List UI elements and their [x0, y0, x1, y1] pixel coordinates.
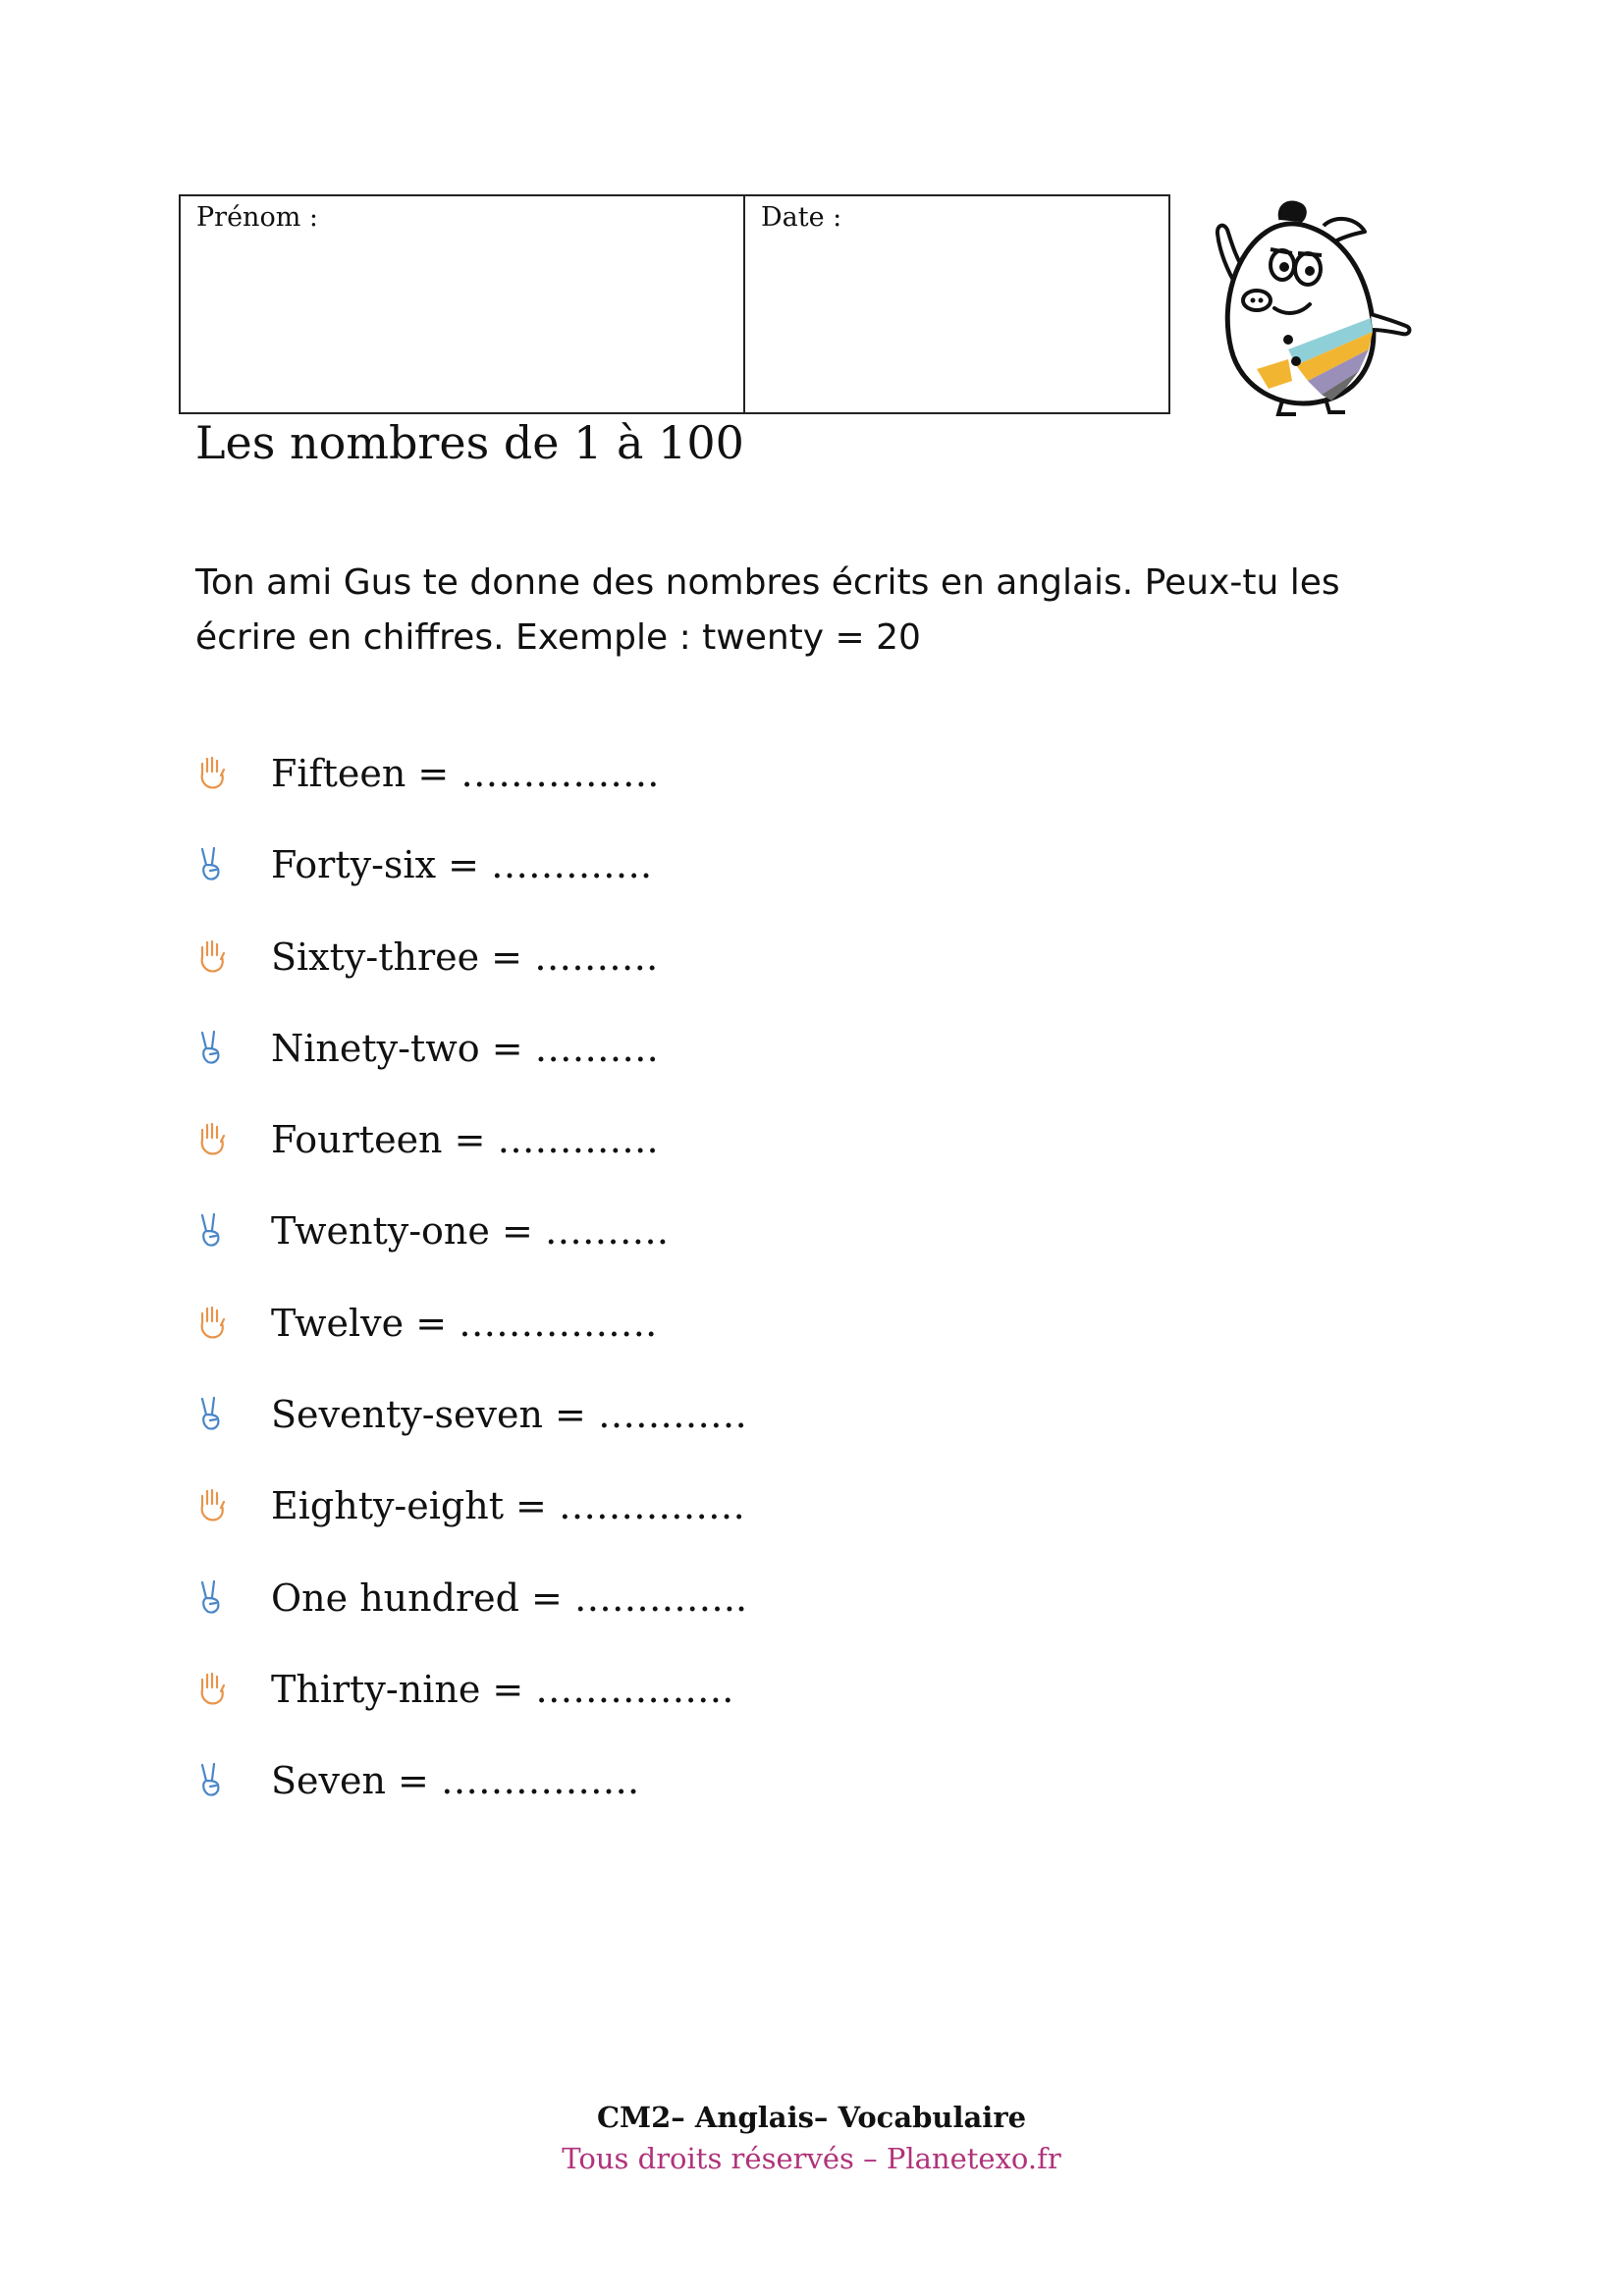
exercise-text[interactable]: One hundred = ………….. — [271, 1575, 748, 1620]
exercise-item — [194, 1668, 747, 1759]
exercise-item — [194, 752, 747, 843]
exercise-item — [194, 1393, 747, 1484]
victory-hand-icon — [194, 1211, 230, 1249]
raised-hand-icon — [194, 937, 230, 975]
page-title: Les nombres de 1 à 100 — [195, 416, 744, 469]
instructions-text: Ton ami Gus te donne des nombres écrits en anglais. Peux-tu les écrire en chiffres. Exemple : twenty = 20 — [195, 562, 1340, 658]
victory-hand-icon — [194, 1761, 230, 1798]
exercise-item — [194, 1576, 747, 1668]
victory-hand-icon — [194, 1029, 230, 1066]
date-label: Date : — [761, 202, 842, 233]
name-date-table — [179, 194, 1170, 414]
raised-hand-icon — [194, 1670, 230, 1707]
exercise-text[interactable]: Seventy-seven = ………… — [271, 1393, 747, 1437]
exercise-text[interactable]: Sixty-three = ………. — [271, 934, 659, 979]
date-cell[interactable] — [745, 196, 1168, 412]
exercise-text[interactable]: Forty-six = …………. — [271, 843, 653, 887]
raised-hand-icon — [194, 1304, 230, 1341]
prenom-cell[interactable] — [181, 196, 745, 412]
exercise-text[interactable]: Twenty-one = ………. — [271, 1209, 669, 1254]
exercise-item — [194, 1209, 747, 1301]
exercise-item — [194, 1484, 747, 1575]
prenom-label: Prénom : — [196, 202, 318, 233]
exercise-item — [194, 1302, 747, 1393]
exercise-item — [194, 1027, 747, 1118]
victory-hand-icon — [194, 845, 230, 882]
exercise-text[interactable]: Twelve = ……………. — [271, 1301, 658, 1345]
exercise-text[interactable]: Ninety-two = ………. — [271, 1026, 659, 1070]
exercise-list — [194, 752, 747, 1851]
exercise-text[interactable]: Thirty-nine = ……………. — [271, 1667, 734, 1711]
footer-rights[interactable]: Tous droits réservés – Planetexo.fr — [562, 2142, 1061, 2175]
exercise-item — [194, 1118, 747, 1209]
gus-mascot-illustration — [1198, 192, 1414, 418]
victory-hand-icon — [194, 1395, 230, 1432]
raised-hand-icon — [194, 1120, 230, 1157]
victory-hand-icon — [194, 1578, 230, 1616]
exercise-text[interactable]: Eighty-eight = …………… — [271, 1484, 745, 1528]
exercise-item — [194, 1759, 747, 1850]
exercise-text[interactable]: Fourteen = …………. — [271, 1118, 659, 1162]
exercise-text[interactable]: Fifteen = ……………. — [271, 752, 660, 795]
raised-hand-icon — [194, 754, 230, 791]
exercise-item — [194, 843, 747, 934]
exercise-text[interactable]: Seven = ……………. — [271, 1759, 640, 1803]
exercise-item — [194, 935, 747, 1027]
footer-course: CM2– Anglais– Vocabulaire — [596, 2101, 1027, 2134]
raised-hand-icon — [194, 1486, 230, 1523]
